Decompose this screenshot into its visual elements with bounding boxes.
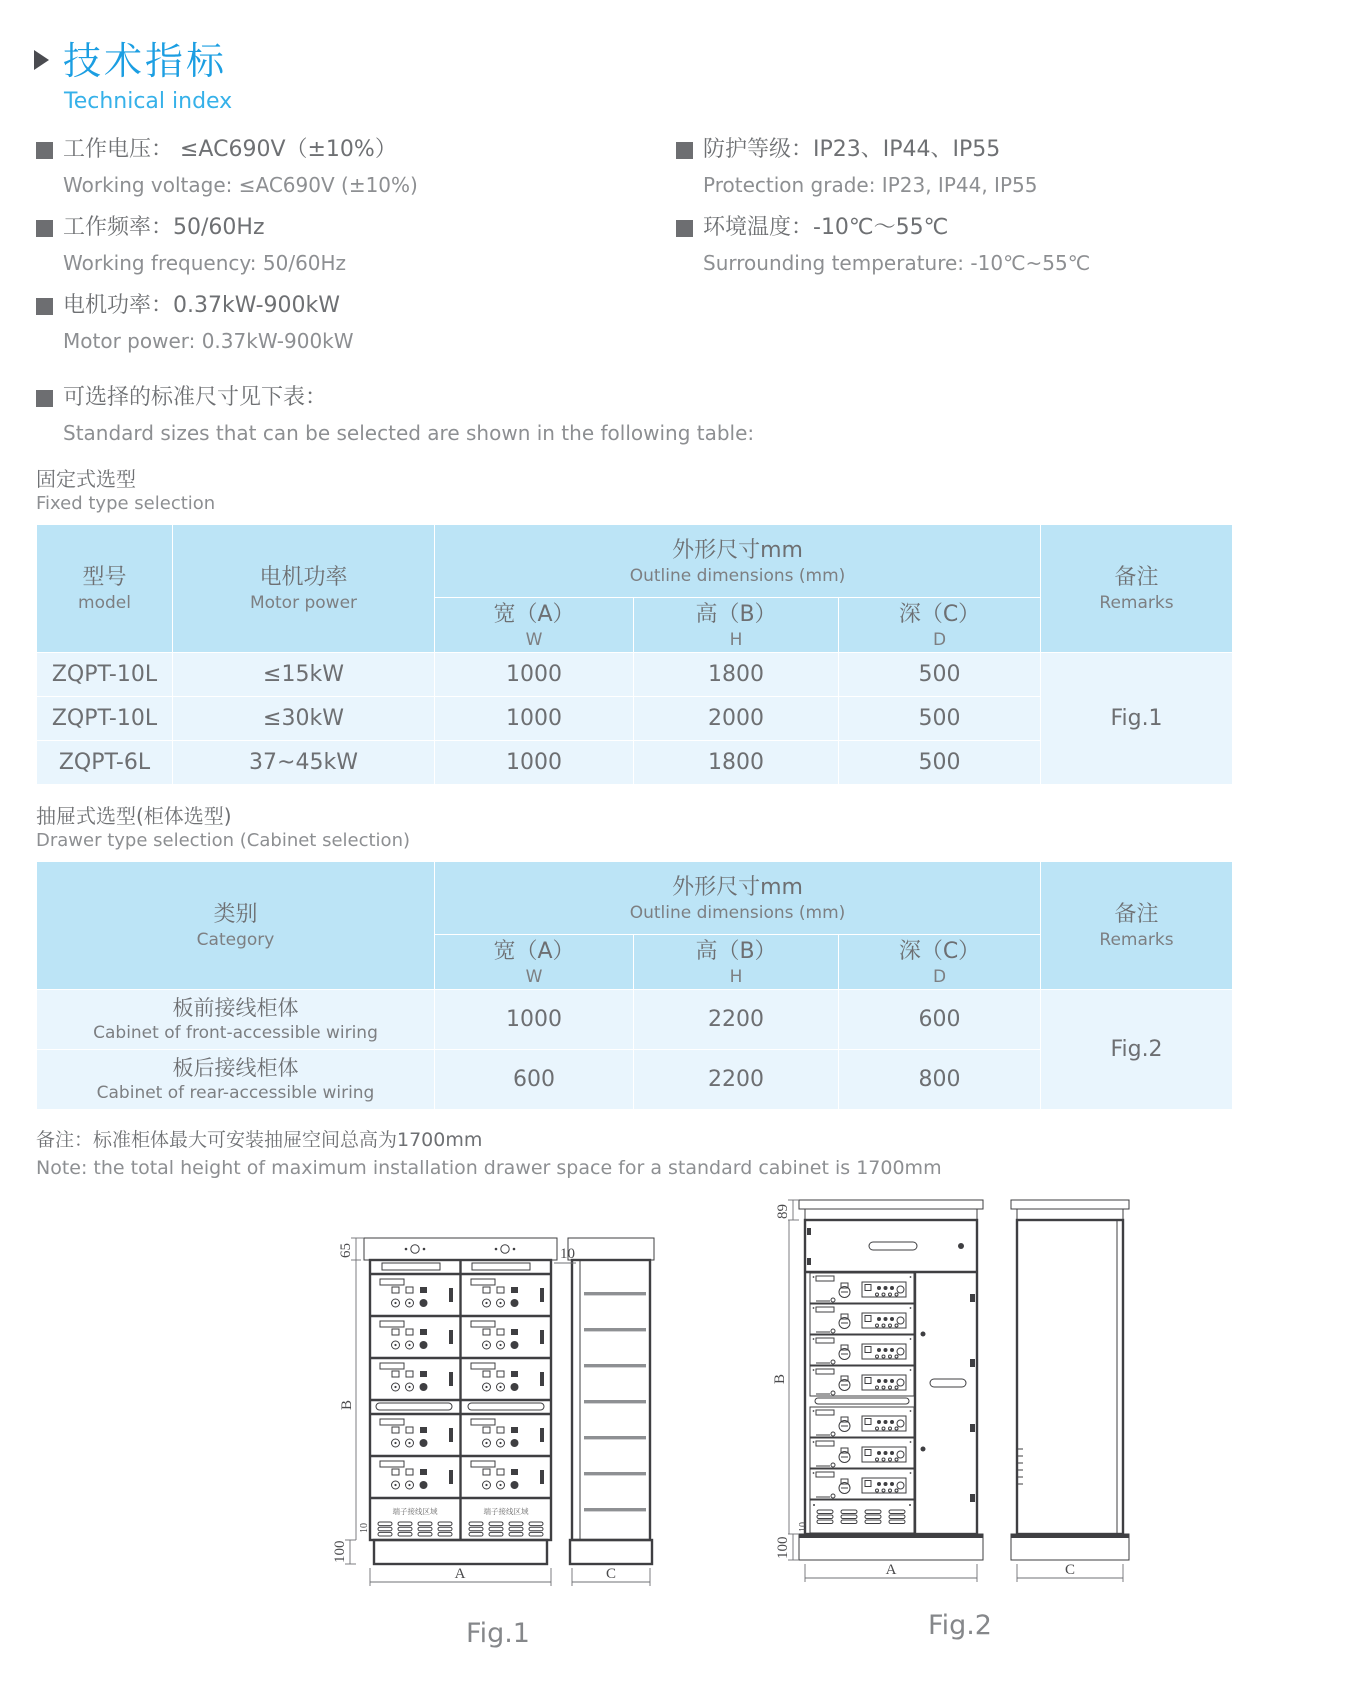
table-header-row (37, 525, 1233, 598)
spec-motor-power (36, 290, 676, 356)
page-title: 技术指标 (63, 39, 228, 83)
cell-model: ZQPT-6L (37, 741, 173, 785)
specs-right-column (676, 134, 1090, 368)
spec-table-intro (36, 382, 1321, 448)
spec-surrounding-temperature (676, 212, 1090, 278)
cell-depth: 500 (839, 697, 1041, 741)
cell-height: 2200 (634, 990, 839, 1050)
drawer-section-label-en: Drawer type selection (Cabinet selection) (36, 830, 411, 851)
cell-width: 1000 (435, 990, 634, 1050)
table-note (36, 1126, 1321, 1182)
cell-height: 2000 (634, 697, 839, 741)
bullet-icon (36, 220, 53, 237)
fig2-front-view (799, 1200, 983, 1560)
section-arrow-icon (34, 50, 49, 70)
header-remarks: 备注 Remarks (1041, 862, 1233, 990)
cell-remarks: Fig.1 (1041, 653, 1233, 785)
header-outline-dimensions: 外形尺寸mm Outline dimensions (mm) (435, 862, 1041, 935)
bullet-icon (676, 220, 693, 237)
fig2-dim-height-label: B (772, 1373, 788, 1384)
drawer-table (36, 861, 1233, 1110)
fig1-side-view (568, 1238, 654, 1564)
cell-width: 1000 (435, 697, 634, 741)
table-row (37, 990, 1233, 1050)
cell-height: 1800 (634, 653, 839, 697)
fig1-dimensions (332, 1238, 650, 1586)
spec-working-voltage (36, 134, 676, 200)
fig2-dim-top-label: 89 (775, 1204, 791, 1219)
fig1-dim-width-label: A (454, 1566, 466, 1582)
spec-cn-text: 电机功率：0.37kW-900kW (63, 293, 341, 318)
fig1-dim-height-label: B (339, 1399, 355, 1410)
cell-power: ≤30kW (173, 697, 435, 741)
spec-en-text: Surrounding temperature: -10℃~55℃ (703, 251, 1091, 275)
spec-en-text: Working voltage: ≤AC690V (±10%) (63, 173, 418, 197)
cell-height: 2200 (634, 1050, 839, 1110)
spec-cn-text: 工作电压： ≤AC690V（±10%） (63, 137, 397, 162)
fig1-dim-base-label: 100 (332, 1540, 348, 1563)
header-model: 型号 model (37, 525, 173, 653)
header-width: 宽（A） W (435, 935, 634, 990)
fig1-front-view (364, 1238, 557, 1564)
fig2-drawing (765, 1194, 1155, 1594)
header-height: 高（B） H (634, 935, 839, 990)
fig1-dim-vent-label: 10 (359, 1523, 370, 1533)
cell-category: 板前接线柜体 Cabinet of front-accessible wiring (37, 990, 435, 1050)
spec-en-text: Standard sizes that can be selected are shown in the following table: (63, 421, 755, 445)
cell-remarks: Fig.2 (1041, 990, 1233, 1110)
fig1-drawing (318, 1230, 678, 1602)
spec-cn-text: 可选择的标准尺寸见下表： (63, 385, 328, 410)
header-outline-dimensions: 外形尺寸mm Outline dimensions (mm) (435, 525, 1041, 598)
fixed-section-label-en: Fixed type selection (36, 493, 216, 514)
cell-depth: 800 (839, 1050, 1041, 1110)
spec-en-text: Motor power: 0.37kW-900kW (63, 329, 354, 353)
fig1 (318, 1230, 678, 1649)
bullet-icon (36, 142, 53, 159)
fig2-caption: Fig.2 (928, 1610, 992, 1641)
fig2-dimensions (772, 1200, 1123, 1582)
header-height: 高（B） H (634, 598, 839, 653)
bullet-icon (36, 298, 53, 315)
fig1-dim-depth-label: C (605, 1566, 617, 1582)
figures-area (0, 1182, 1357, 1687)
header-width: 宽（A） W (435, 598, 634, 653)
fig2-dim-vent-label: 10 (798, 1522, 809, 1532)
fig2-dim-width-label: A (885, 1562, 897, 1578)
header-category: 类别 Category (37, 862, 435, 990)
cell-height: 1800 (634, 741, 839, 785)
spec-protection-grade (676, 134, 1090, 200)
fig1-terminal-label: 端子接线区域 (483, 1507, 529, 1516)
cell-power: 37~45kW (173, 741, 435, 785)
drawer-section-label-cn: 抽屉式选型(柜体选型) (36, 804, 232, 828)
fig2-side-view (1011, 1200, 1129, 1560)
fig2-dim-depth-label: C (1064, 1562, 1076, 1578)
fig2-dim-base-label: 100 (775, 1536, 791, 1559)
spec-working-frequency (36, 212, 676, 278)
fig2 (765, 1194, 1155, 1641)
table-header-row (37, 862, 1233, 935)
note-cn: 备注：标准柜体最大可安装抽屉空间总高为1700mm (36, 1129, 483, 1151)
bullet-icon (36, 390, 53, 407)
spec-cn-text: 工作频率：50/60Hz (63, 215, 265, 240)
table-row (37, 653, 1233, 697)
header-motor-power: 电机功率 Motor power (173, 525, 435, 653)
cell-width: 1000 (435, 741, 634, 785)
fig1-dim-top-right-label: 10 (560, 1246, 575, 1262)
header-depth: 深（C） D (839, 935, 1041, 990)
cell-category: 板后接线柜体 Cabinet of rear-accessible wiring (37, 1050, 435, 1110)
cell-depth: 600 (839, 990, 1041, 1050)
cell-width: 1000 (435, 653, 634, 697)
spec-en-text: Protection grade: IP23, IP44, IP55 (703, 173, 1038, 197)
cell-depth: 500 (839, 741, 1041, 785)
fig1-caption: Fig.1 (466, 1618, 530, 1649)
spec-cn-text: 环境温度：-10℃～55℃ (703, 215, 949, 240)
header-remarks: 备注 Remarks (1041, 525, 1233, 653)
cell-model: ZQPT-10L (37, 697, 173, 741)
cell-power: ≤15kW (173, 653, 435, 697)
fig1-dim-top-label: 65 (338, 1243, 354, 1258)
tech-specs (36, 134, 1321, 368)
cell-model: ZQPT-10L (37, 653, 173, 697)
bullet-icon (676, 142, 693, 159)
note-en: Note: the total height of maximum installation drawer space for a standard cabinet is 1700mm (36, 1157, 942, 1179)
fixed-table (36, 524, 1233, 785)
cell-width: 600 (435, 1050, 634, 1110)
spec-cn-text: 防护等级：IP23、IP44、IP55 (703, 137, 1001, 162)
fig1-terminal-label: 端子接线区域 (392, 1507, 438, 1516)
header-depth: 深（C） D (839, 598, 1041, 653)
fixed-section-label-cn: 固定式选型 (36, 467, 136, 491)
specs-left-column (36, 134, 676, 368)
spec-en-text: Working frequency: 50/60Hz (63, 251, 347, 275)
page-subtitle: Technical index (64, 89, 233, 114)
page-header (36, 30, 1321, 85)
cell-depth: 500 (839, 653, 1041, 697)
